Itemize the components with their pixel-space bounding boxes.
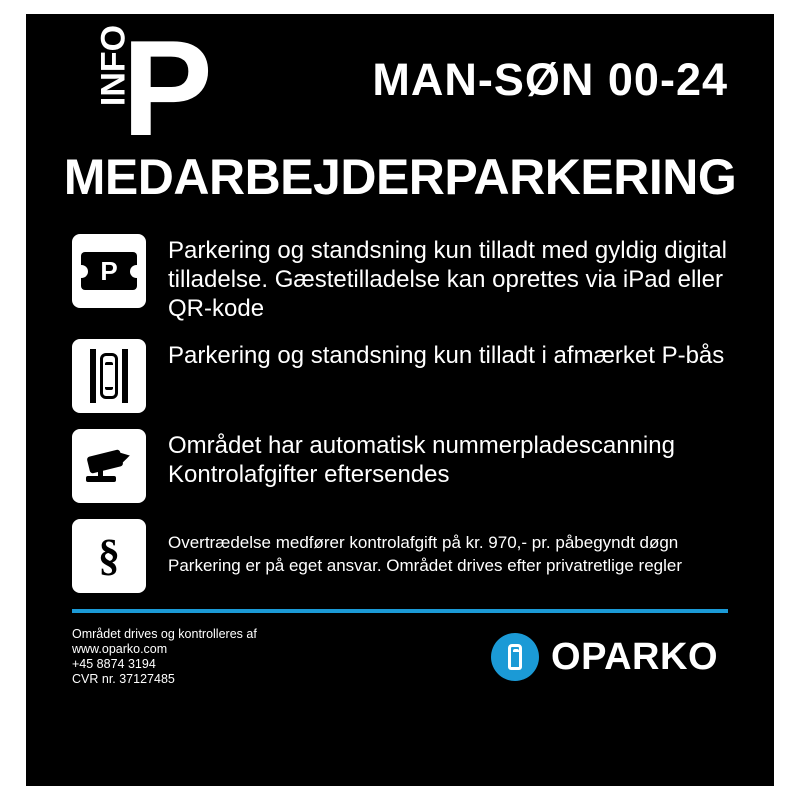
operator-line: Området drives og kontrolleres af [72, 627, 257, 641]
rule-text-marked-bay: Parkering og standsning kun tilladt i afmærket P-bås [168, 342, 725, 369]
oparko-mark-icon [491, 633, 539, 681]
paragraph-section-icon-glyph: § [98, 531, 120, 580]
info-p-logo [76, 12, 226, 164]
rules-list [26, 234, 774, 593]
list-item [72, 519, 728, 593]
sign-footer [26, 613, 774, 687]
surveillance-camera-icon [72, 429, 146, 503]
operator-details [72, 627, 257, 687]
parking-sign [26, 14, 774, 786]
rule-text-permit: Parkering og standsning kun tilladt med gyldig digital tilladelse. Gæstetilladelse kan oprettes via iPad eller QR-kode [168, 237, 727, 322]
parking-ticket-icon-glyph: P [100, 256, 118, 286]
opening-hours: MAN-SØN 00-24 [372, 54, 728, 105]
operator-cvr: CVR nr. 37127485 [72, 672, 175, 686]
car-in-bay-icon [72, 339, 146, 413]
paragraph-section-icon [72, 519, 146, 593]
sign-header [26, 12, 774, 164]
list-item [72, 429, 728, 503]
list-item [72, 339, 728, 413]
parking-p-letter: P [122, 12, 213, 164]
sign-title: MEDARBEJDERPARKERING [63, 149, 737, 205]
brand-name: OPARKO [551, 635, 718, 678]
info-label: INFO [94, 24, 133, 107]
operator-phone: +45 8874 3194 [72, 657, 156, 671]
oparko-logo [491, 633, 728, 681]
rule-text-penalty: Overtrædelse medfører kontrolafgift på kr. 970,- pr. påbegyndt døgn Parkering er på eget ansvar. Området drives efter privatretlige regler [168, 533, 683, 575]
operator-website: www.oparko.com [72, 642, 168, 656]
parking-ticket-icon [72, 234, 146, 308]
list-item [72, 234, 728, 323]
rule-text-anpr: Området har automatisk nummerpladescanning Kontrolafgifter eftersendes [168, 432, 675, 488]
